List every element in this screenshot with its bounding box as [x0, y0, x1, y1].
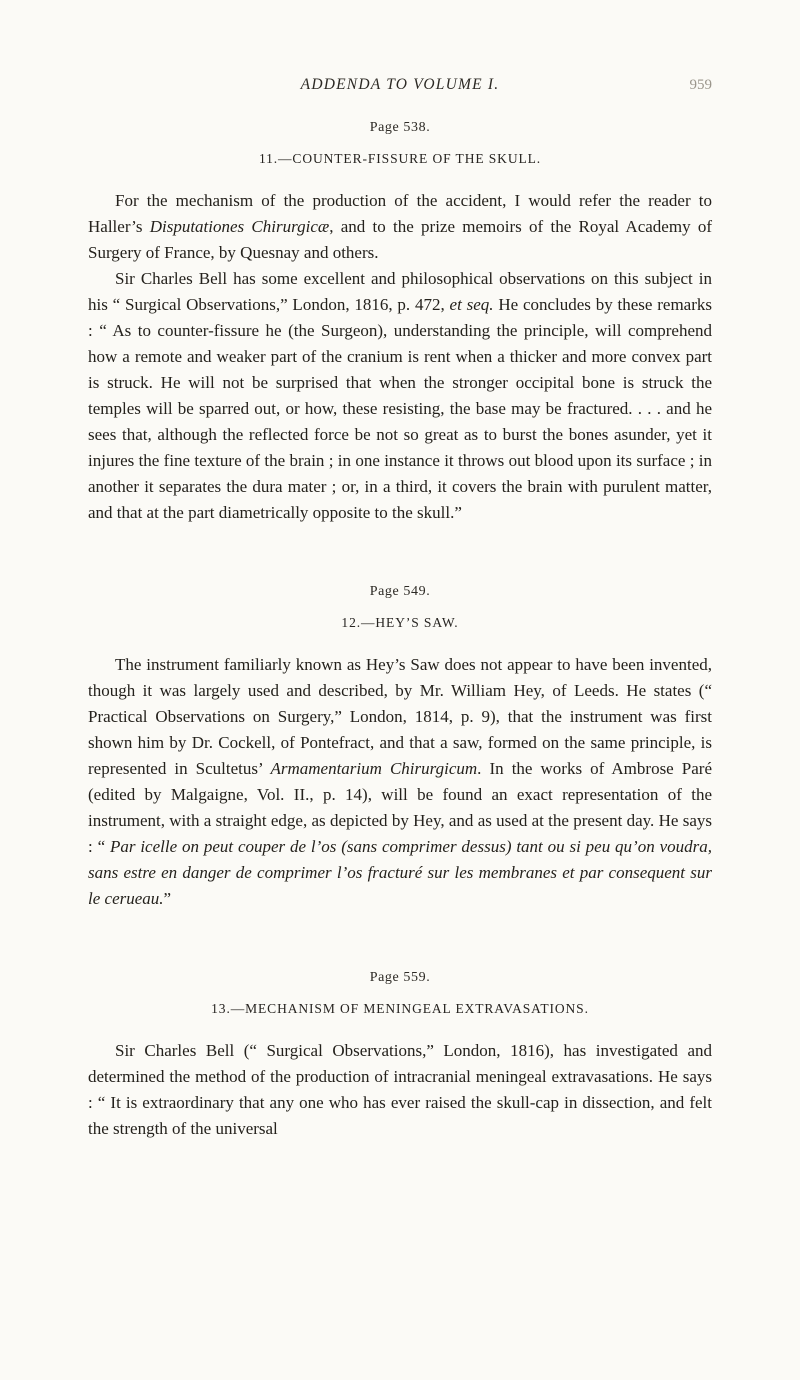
text-run: He concludes by these remarks : “ As to counter-fissure he (the Surgeon), understanding the principle, will comprehend how a remote and weaker part of the cranium is rent when a thicker and more convex part is struck. He will not be surprised that when the stronger occipital bone is struck the temples will be sparred out, or how, these resisting, the base may be fractured. . . . and he sees that, although the reflected force be not so great as to burst the bones asunder, yet it injures the fine texture of the brain ; in one instance it throws out blood upon its surface ; in another it separates the dura mater ; or, in a third, it covers the brain with purulent matter, and that at the part diametrically opposite to the skull.” — [88, 295, 712, 522]
page-reference: Page 538. — [369, 120, 431, 135]
text-run: ” — [163, 889, 172, 908]
page-number: 959 — [689, 77, 712, 93]
paragraph — [88, 1038, 712, 1142]
italic-text-run: Armamentarium Chirurgicum — [270, 759, 478, 778]
text-run: . In the works of Ambrose Paré (edited by Malgaigne, Vol. II., p. 14), will be found an exact representation of the instrument, with a straight edge, as depicted by Hey, and as used at the present day. He says : “ — [88, 759, 712, 856]
page-header — [88, 76, 712, 94]
addenda-section-counter-fissure — [88, 120, 712, 526]
addenda-section-heys-saw — [88, 584, 712, 912]
page-reference: Page 549. — [369, 584, 431, 599]
paragraph — [88, 188, 712, 266]
section-heading: 11.—COUNTER-FISSURE OF THE SKULL. — [258, 151, 542, 166]
paragraph — [88, 266, 712, 526]
text-run: For the mechanism of the production of the accident, I would refer the reader to Haller’s — [88, 191, 712, 236]
italic-text-run: et seq. — [449, 295, 494, 314]
paragraph — [88, 652, 712, 912]
italic-text-run: Par icelle on peut couper de l’os (sans comprimer dessus) tant ou si peu qu’on voudra, sans estre en danger de comprimer l’os fracturé sur les membranes et par consequent sur le cerueau. — [88, 837, 712, 908]
running-head: ADDENDA TO VOLUME I. — [300, 76, 500, 93]
addenda-section-meningeal-extravasations — [88, 970, 712, 1142]
text-run: , and to the prize memoirs of the Royal Academy of Surgery of France, by Quesnay and others. — [88, 217, 712, 262]
section-heading: 12.—HEY’S SAW. — [341, 615, 459, 630]
page-reference: Page 559. — [369, 970, 431, 985]
italic-text-run: Disputationes Chirurgicæ — [149, 217, 330, 236]
text-run: The instrument familiarly known as Hey’s Saw does not appear to have been invented, though it was largely used and described, by Mr. William Hey, of Leeds. He states (“ Practical Observations on Surgery,” London, 1814, p. 9), that the instrument was first shown him by Dr. Cockell, of Pontefract, and that a saw, formed on the same principle, is represented in Scultetus’ — [88, 655, 712, 778]
section-heading: 13.—MECHANISM OF MENINGEAL EXTRAVASATIONS. — [211, 1001, 589, 1016]
text-run: Sir Charles Bell has some excellent and philosophical observations on this subject in his “ Surgical Observations,” London, 1816, p. 472, — [88, 269, 712, 314]
text-run: Sir Charles Bell (“ Surgical Observations,” London, 1816), has investigated and determined the method of the production of intracranial meningeal extravasations. He says : “ It is extraordinary that any one who has ever raised the skull-cap in dissection, and felt the strength of the universal — [88, 1041, 712, 1138]
